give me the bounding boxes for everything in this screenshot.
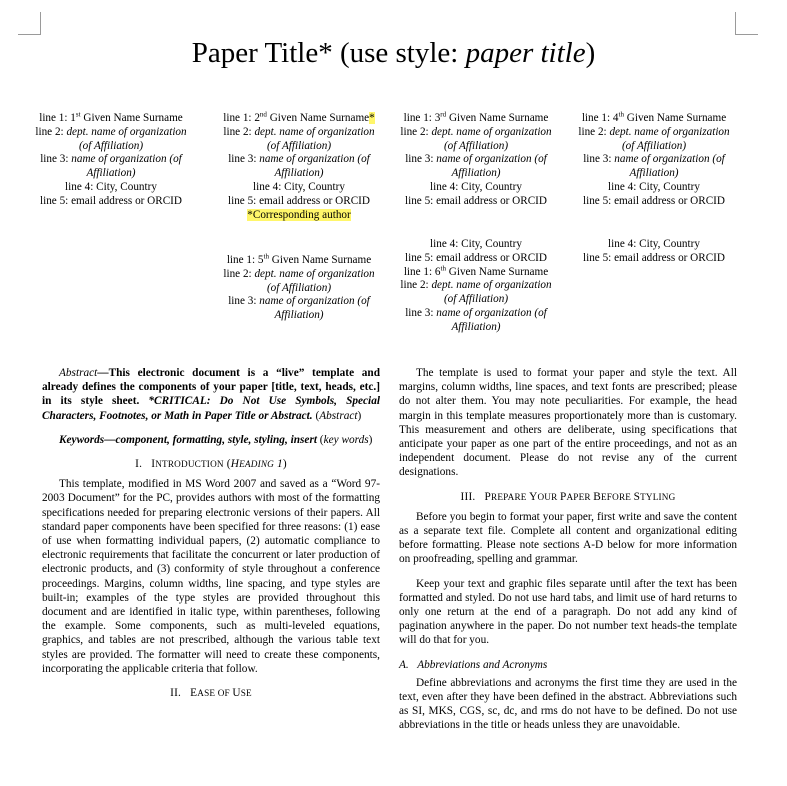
heading-introduction[interactable]: I. INTRODUCTION (HEADING 1) — [135, 458, 287, 471]
left-column — [42, 366, 380, 700]
abstract-paragraph[interactable]: Abstract—This electronic document is a “live” template and already defines the components of your paper [title, text, heads, etc.] in its style sheet. *CRITICAL: Do Not Use Symbols, Special Characters, Footnotes, or Math in Paper Title or Abstract. (Abstract) — [42, 367, 380, 422]
margin-corner-top-right — [735, 12, 758, 35]
introduction-paragraph[interactable]: This template, modified in MS Word 2007 and saved as a “Word 97-2003 Document” for the PC, provides authors with most of the formatting specifications needed for preparing electronic versions of their papers. All standard paper components have been specified for three reasons: (1) ease of use when formatting individual papers, (2) automatic compliance to electronic requirements that facilitate the concurrent or later production of electronic products, and (3) conformity of style throughout a conference proceedings. Margins, column widths, line spacing, and type styles are built-in; examples of the type styles are provided throughout this document and are identified in italic type, within parentheses, following the example. Some components, such as multi-leveled equations, graphics, and tables are not prescribed, although the various table text styles are provided. The formatter will need to create these components, incorporating the applicable criteria that follow. — [42, 478, 380, 675]
author-block-6[interactable]: line 4: City, Country line 5: email address or ORCID line 1: 6th Given Name Surname line 2: dept. name of organization (of Affiliation) line 3: name of organization (of Affiliation) — [400, 238, 552, 333]
author-block-2[interactable]: line 1: 2nd Given Name Surname* line 2: dept. name of organization (of Affiliation) line 3: name of organization (of Affiliation) line 4: City, Country line 5: email address or ORCID *Corresponding author — [223, 110, 375, 221]
paper-title[interactable]: Paper Title* (use style: paper title) — [191, 37, 596, 69]
keywords-paragraph[interactable]: Keywords—component, formatting, style, styling, insert (key words) — [59, 433, 373, 446]
margin-corner-top-left — [18, 12, 41, 35]
template-paragraph[interactable]: The template is used to format your paper and style the text. All margins, column widths, line spaces, and text fonts are prescribed; please do not alter them. You may note peculiarities. For example, the head margin in this template measures proportionately more than is customary. This measurement and others are deliberate, using specifications that anticipate your paper as one part of the entire proceedings, and not as an independent document. Please do not revise any of the current designations. — [399, 367, 737, 479]
right-column — [399, 366, 737, 733]
author-block-4[interactable]: line 1: 4th Given Name Surname line 2: dept. name of organization (of Affiliation) line 3: name of organization (of Affiliation) line 4: City, Country line 5: email address or ORCID — [578, 110, 730, 207]
heading-prepare-paper[interactable]: III. PREPARE YOUR PAPER BEFORE STYLING — [460, 490, 676, 503]
heading-abbreviations[interactable]: A. Abbreviations and Acronyms — [399, 658, 548, 671]
heading-ease-of-use[interactable]: II. EASE OF USE — [170, 687, 252, 700]
author-block-1[interactable]: line 1: 1st Given Name Surname line 2: dept. name of organization (of Affiliation) line 3: name of organization (of Affiliation) line 4: City, Country line 5: email address or ORCID — [35, 110, 187, 207]
author-block-extra[interactable]: line 4: City, Country line 5: email address or ORCID — [583, 238, 725, 264]
abbreviations-paragraph[interactable]: Define abbreviations and acronyms the first time they are used in the text, even after they have been defined in the abstract. Abbreviations such as SI, MKS, CGS, sc, dc, and rms do not have to be defined. Do not use abbreviations in the title or heads unless they are unavoidable. — [399, 676, 737, 732]
prepare-paragraph-2[interactable]: Keep your text and graphic files separate until after the text has been formatted and styled. Do not use hard tabs, and limit use of hard returns to only one return at the end of a paragraph. Do not add any kind of pagination anywhere in the paper. Do not number text heads-the template will do that for you. — [399, 577, 737, 647]
author-block-3[interactable]: line 1: 3rd Given Name Surname line 2: dept. name of organization (of Affiliation) line 3: name of organization (of Affiliation) line 4: City, Country line 5: email address or ORCID — [400, 110, 552, 207]
prepare-paragraph-1[interactable]: Before you begin to format your paper, first write and save the content as a separate text file. Complete all content and organizational editing before formatting. Please note sections A-D below for more information on proofreading, spelling and grammar. — [399, 510, 737, 566]
author-block-5[interactable]: line 1: 5th Given Name Surname line 2: dept. name of organization (of Affiliation) line 3: name of organization (of Affiliation) — [223, 252, 375, 322]
corresponding-author-note: *Corresponding author — [247, 208, 351, 221]
